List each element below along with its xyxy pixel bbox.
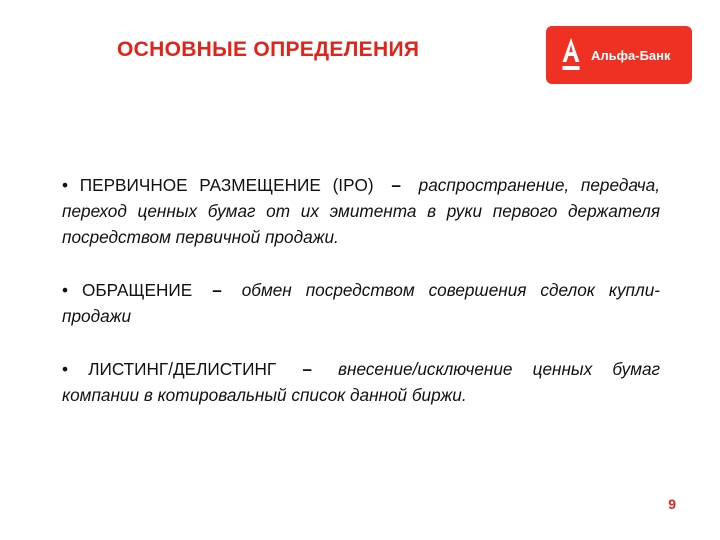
term-listing: ЛИСТИНГ/ДЕЛИСТИНГ xyxy=(88,359,277,379)
dash: – xyxy=(212,280,222,300)
definition-item-listing xyxy=(62,356,660,408)
definitions-list xyxy=(62,172,660,408)
bullet: • xyxy=(62,280,69,300)
term-circulation: ОБРАЩЕНИЕ xyxy=(82,280,193,300)
definition-text-circulation: обмен посредством совершения сделок купли-продажи xyxy=(62,280,660,326)
bullet: • xyxy=(62,175,69,195)
definition-text-listing: внесение/исключение ценных бумаг компании в котировальный список данной биржи. xyxy=(62,359,661,405)
term-ipo: ПЕРВИЧНОЕ РАЗМЕЩЕНИЕ (IPO) xyxy=(79,175,374,195)
slide-title: ОСНОВНЫЕ ОПРЕДЕЛЕНИЯ xyxy=(117,38,420,61)
alfa-bank-logo xyxy=(546,26,692,84)
bullet: • xyxy=(62,359,69,379)
dash: – xyxy=(391,175,401,195)
dash: – xyxy=(302,359,312,379)
definition-text-ipo: распространение, передача, переход ценных бумаг от их эмитента в руки первого держателя посредством первичной продажи. xyxy=(62,175,660,247)
page-number: 9 xyxy=(668,496,676,512)
definition-item-ipo xyxy=(62,172,660,250)
definition-item-circulation xyxy=(62,277,660,329)
alfa-bank-logo-icon xyxy=(560,37,582,73)
logo-text: Альфа-Банк xyxy=(591,47,671,63)
